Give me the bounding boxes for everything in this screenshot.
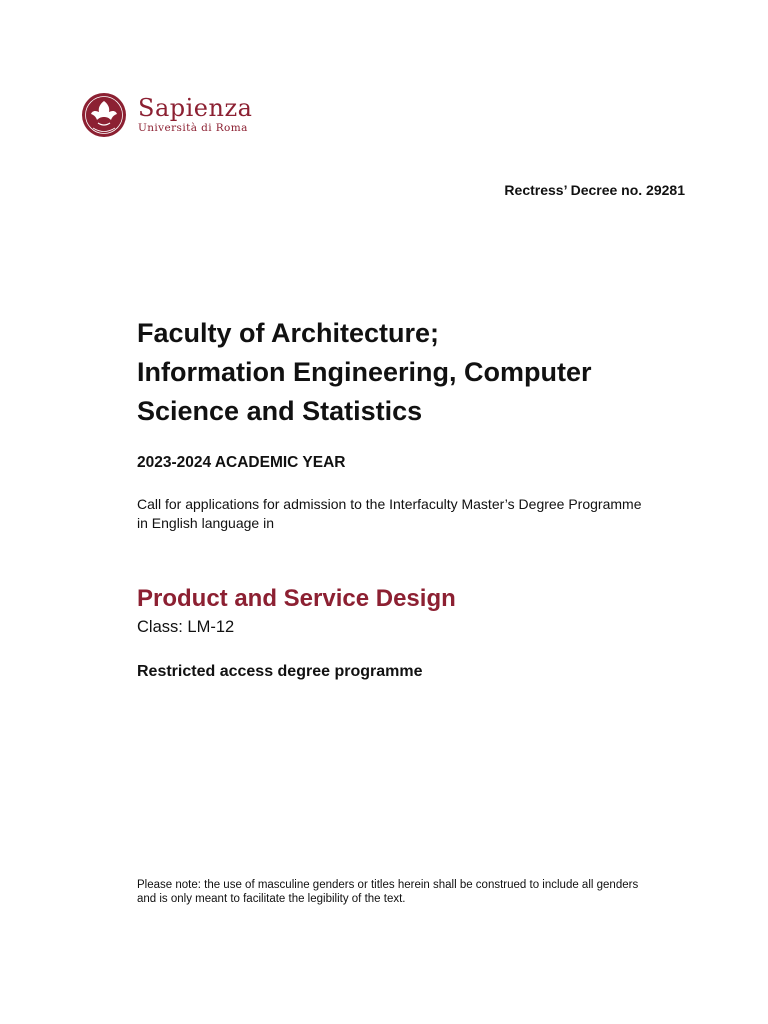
note-line: and is only meant to facilitate the legibility of the text. (137, 893, 406, 905)
faculty-line: Information Engineering, Computer (137, 357, 592, 387)
call-line: Call for applications for admission to the Interfaculty Master’s Degree Programme (137, 496, 642, 512)
academic-year: 2023-2024 ACADEMIC YEAR (137, 454, 346, 471)
gender-note (137, 878, 737, 906)
programme-class: Class: LM-12 (137, 618, 235, 636)
faculty-line: Faculty of Architecture; (137, 318, 440, 348)
faculty-line: Science and Statistics (137, 396, 423, 426)
call-for-applications (137, 495, 727, 533)
decree-number: Rectress’ Decree no. 29281 (504, 182, 685, 198)
sapienza-seal-icon (81, 92, 127, 138)
call-line: in English language in (137, 515, 274, 531)
programme-title: Product and Service Design (137, 585, 456, 612)
wordmark (138, 93, 253, 135)
faculty-title (137, 314, 737, 431)
logo-subtitle: Università di Roma (138, 121, 248, 134)
access-type: Restricted access degree programme (137, 663, 423, 680)
university-logo (81, 88, 261, 142)
logo-name: Sapienza (138, 93, 253, 122)
note-line: Please note: the use of masculine genders or titles herein shall be construed to include all genders (137, 879, 639, 891)
